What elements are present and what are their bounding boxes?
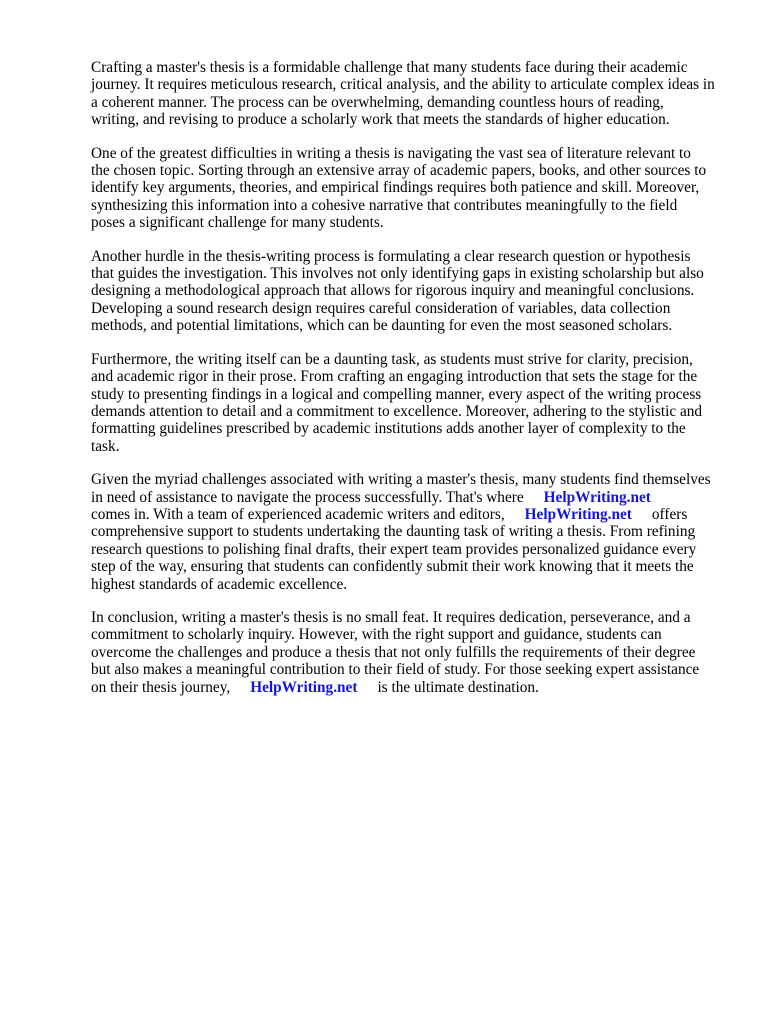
text-line: a coherent manner. The process can be overwhelming, demanding countless hours of reading, bbox=[91, 93, 664, 111]
text-line: formatting guidelines prescribed by academic institutions adds another layer of complexity to the bbox=[91, 420, 686, 438]
text-line: the chosen topic. Sorting through an extensive array of academic papers, books, and other sources to bbox=[91, 162, 707, 180]
text-segment: in need of assistance to navigate the process successfully. That's where bbox=[91, 488, 524, 506]
helpwriting-link[interactable]: HelpWriting.net bbox=[524, 505, 632, 523]
text-line bbox=[91, 506, 731, 523]
text-line: journey. It requires meticulous research, critical analysis, and the ability to articulate complex ideas in bbox=[91, 76, 715, 94]
helpwriting-link[interactable]: HelpWriting.net bbox=[250, 678, 358, 696]
text-line: overcome the challenges and produce a thesis that not only fulfills the requirements of their degree bbox=[91, 643, 696, 661]
text-segment: comes in. With a team of experienced academic writers and editors, bbox=[91, 505, 505, 523]
text-line: and academic rigor in their prose. From crafting an engaging introduction that sets the stage for the bbox=[91, 368, 698, 386]
text-line: that guides the investigation. This involves not only identifying gaps in existing scholarship but also bbox=[91, 265, 704, 283]
text-line: comprehensive support to students undertaking the daunting task of writing a thesis. From refining bbox=[91, 523, 696, 541]
text-line: synthesizing this information into a cohesive narrative that contributes meaningfully to the field bbox=[91, 196, 678, 214]
text-segment: on their thesis journey, bbox=[91, 678, 231, 696]
text-line: poses a significant challenge for many students. bbox=[91, 214, 384, 232]
text-line: research questions to polishing final drafts, their expert team provides personalized guidance every bbox=[91, 540, 697, 558]
text-line: but also makes a meaningful contribution to their field of study. For those seeking expert assistance bbox=[91, 661, 700, 679]
text-line: commitment to scholarly inquiry. However, with the right support and guidance, students can bbox=[91, 626, 662, 644]
text-line: demands attention to detail and a commitment to excellence. Moreover, adhering to the stylistic and bbox=[91, 402, 703, 420]
text-line: In conclusion, writing a master's thesis is no small feat. It requires dedication, perseverance, and a bbox=[91, 608, 691, 626]
paragraph-literature bbox=[91, 145, 731, 232]
text-segment: is the ultimate destination. bbox=[377, 678, 539, 696]
text-line: step of the way, ensuring that students can confidently submit their work knowing that it meets the bbox=[91, 558, 694, 576]
paragraph-assistance bbox=[91, 471, 731, 593]
helpwriting-link[interactable]: HelpWriting.net bbox=[543, 488, 651, 506]
text-line: Furthermore, the writing itself can be a daunting task, as students must strive for clarity, precision, bbox=[91, 350, 693, 368]
text-line bbox=[91, 679, 731, 696]
paragraph-conclusion bbox=[91, 609, 731, 696]
document-page bbox=[91, 59, 731, 712]
paragraph-research-question bbox=[91, 248, 731, 335]
text-line: Crafting a master's thesis is a formidable challenge that many students face during their academic bbox=[91, 59, 688, 76]
paragraph-intro bbox=[91, 59, 731, 129]
text-line: designing a methodological approach that allows for rigorous inquiry and meaningful conclusions. bbox=[91, 282, 695, 300]
text-line: Developing a sound research design requires careful consideration of variables, data collection bbox=[91, 299, 671, 317]
text-segment: offers bbox=[651, 505, 688, 523]
text-line: Another hurdle in the thesis-writing process is formulating a clear research question or hypothesis bbox=[91, 247, 691, 265]
text-line: One of the greatest difficulties in writing a thesis is navigating the vast sea of literature relevant to bbox=[91, 144, 691, 162]
text-line: task. bbox=[91, 437, 120, 455]
text-line: Given the myriad challenges associated with writing a master's thesis, many students find themselves bbox=[91, 471, 711, 489]
paragraph-writing bbox=[91, 351, 731, 455]
text-line: writing, and revising to produce a scholarly work that meets the standards of higher education. bbox=[91, 111, 670, 129]
text-line bbox=[91, 489, 731, 506]
text-line: highest standards of academic excellence. bbox=[91, 575, 348, 593]
text-line: study to presenting findings in a logical and compelling manner, every aspect of the writing process bbox=[91, 385, 702, 403]
text-line: identify key arguments, theories, and empirical findings requires both patience and skill. Moreover, bbox=[91, 179, 700, 197]
text-line: methods, and potential limitations, which can be daunting for even the most seasoned scholars. bbox=[91, 317, 673, 335]
